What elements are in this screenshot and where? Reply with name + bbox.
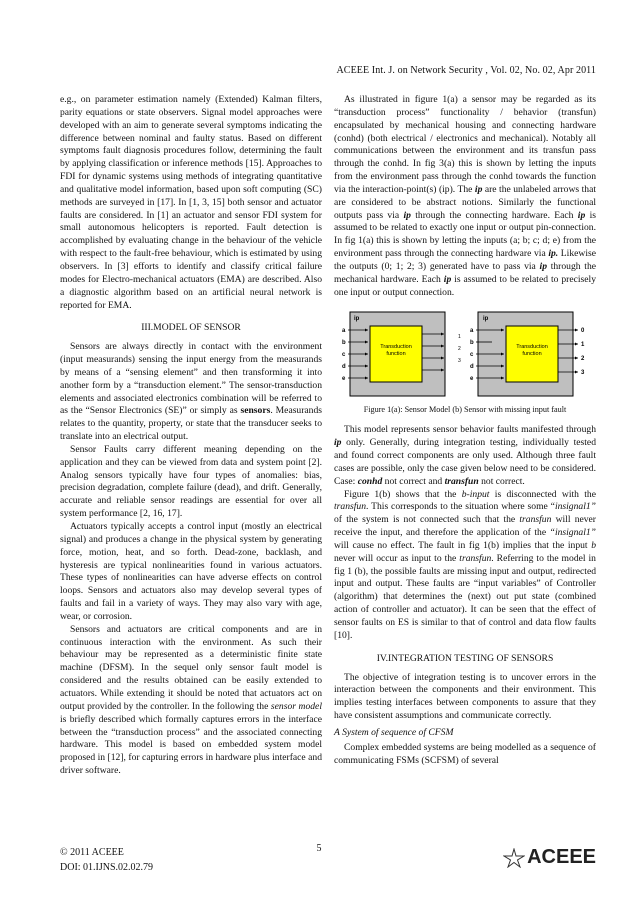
- box-text-a2: function: [386, 350, 406, 357]
- paragraph: As illustrated in figure 1(a) a sensor may be regarded as its “transduction process” functionality / behavior (transfun) encapsulated by mechanical housing and connecting hardware (conhd) (both electrical / electronics and mechanical). Notably all communications between the environment and its transfun pass through the conhd. In fig 3(a) this is shown by letting the inputs from the environment pass through the conhd towards the function via the interaction-point(s) (ip). The ip are the unlabeled arrows that are considered to be abstract notions. Similarly the functional outputs pass via ip through the connecting hardware. Each ip is assumed to be related to exactly one input or output pin-connection. In fig 1(a) this is shown by letting the inputs (a; b; c; d; e) from the environment pass through the connecting hardware via ip. Likewise the outputs (0; 1; 2; 3) generated have to pass via ip through the mechanical hardware. Each ip is assumed to be related to precisely one input or output connection.: [334, 94, 596, 298]
- paragraph: Sensors are always directly in contact with the environment (input measurands) sensing the input energy from the measurands by means of a “sensing element” and then transforming it into another form by a “transduction element.” The sensor-transduction elements and associated electronics combination will be referred to as the “Sensor Electronics (SE)” or simply as sensors. Measurands relates to the quantity, property, or state that the transducer seeks to translate into an electrical output.: [60, 341, 323, 443]
- copyright: © 2011 ACEEE: [60, 847, 124, 858]
- paragraph: This model represents sensor behavior faults manifested through ip only. Generally, during integration testing, individually tested and found correct components are only used. Although three fault cases are possible, only the case given below need to be considered. Case: conhd not correct and transfun not correct.: [334, 424, 596, 487]
- journal-header: ACEEE Int. J. on Network Security , Vol. 02, No. 02, Apr 2011: [336, 65, 596, 76]
- mid-labels: [458, 334, 461, 364]
- sensor-model-diagram: [340, 308, 590, 400]
- subsection-title: A System of sequence of CFSM: [334, 726, 454, 738]
- input-label: a: [470, 327, 474, 334]
- input-label: e: [342, 375, 346, 382]
- figure-caption: Figure 1(a): Sensor Model (b) Sensor with missing input fault: [363, 404, 567, 414]
- mid-label: 2: [458, 345, 461, 352]
- arrow-head: [575, 342, 578, 345]
- paragraph: Sensors and actuators are critical components and are in continuous interaction with the environment. As such their behaviour may be represented as a deterministic finite state machine (DFSM). In the sequel only sensor fault model is considered and the results obtained can be easily extended to actuators. While extending it should be noted that actuators act on output provided by the controller. In the following the sensor model is briefly described which formally captures errors in the interface between the “transduction process” and the associated connecting hardware. This model is based on embedded system model proposed in [12], for capturing errors in hardware plus interface and driver software.: [60, 623, 322, 777]
- arrow-head: [575, 370, 578, 373]
- box-text-b2: function: [522, 350, 542, 357]
- paragraph: The objective of integration testing is to uncover errors in the interaction between the components and their environment. This implies testing interfaces between components to assure that they have consistent assumptions and communicate correctly.: [334, 671, 596, 722]
- paragraph: Figure 1(b) shows that the b-input is disconnected with the transfun. This corresponds to the situation where some “insignal1” of the system is not connected such that the transfun will never receive the input, and therefore the application of the “insignal1” will cause no effect. The fault in fig 1(b) implies that the input b never will occur as input to the transfun. Referring to the model in fig 1 (b), the possible faults are missing input and output, redirected input and output. These faults are “input variables” of Controller (algorithm) that determines the (next) out put state (combined action of controller and actuator). It can be seen that the effect of sensor faults on ES is similar to that of control and data flow faults [10].: [334, 488, 596, 641]
- arrow-head: [575, 356, 578, 359]
- input-label: c: [470, 351, 474, 358]
- figure-sensor-model: [334, 308, 596, 400]
- box-text-b1: Transduction: [516, 343, 548, 350]
- ip-label-a: ip: [354, 315, 360, 322]
- logo-text: ACEEE: [527, 846, 596, 868]
- output-label: 3: [581, 369, 585, 376]
- paragraph: Sensor Faults carry different meaning depending on the application and they can be viewed from data and system point [2]. Analog sensors typically have four types of anomalies: bias, precision degradation, complete failure (dead), and drift. Generally, accurate and reliable sensor readings are essential for over all system performance [2, 16, 17].: [60, 443, 322, 520]
- section-title-model-of-sensor: III.MODEL OF SENSOR: [141, 322, 241, 334]
- mid-label: 3: [458, 357, 461, 364]
- input-label: d: [342, 363, 346, 370]
- page-number: 5: [316, 843, 322, 854]
- input-label: d: [470, 363, 474, 370]
- mid-label: 1: [458, 333, 461, 340]
- paragraph: e.g., on parameter estimation namely (Extended) Kalman filters, parity equations or state observers. Signal model approaches were developed with an aim to generate several symptoms indicating the difference between nominal and faulty status. Based on different symptoms fault diagnosis procedures follow, determining the fault by applying classification or inference methods [15]. Approaches to FDI for dynamic systems using methods of integrating quantitative and qualitative model information, based upon soft computing (SC) methods are surveyed in [17]. In [1, 3, 15] both sensor and actuator faults are considered. In [1] an actuator and sensor FDI system for small autonomous helicopters is reported. Fault detection is accomplished by evaluating change in the behaviour of the vehicle with respect to the fault-free behaviour, which is estimated by using observers. In [3] efforts to identify and classify critical failure modes for Electro-mechanical actuators (EMA) are described. Also a diagnostic algorithm based on an artificial neural network is reported for EMA.: [60, 94, 322, 311]
- star-icon: [503, 848, 525, 868]
- aceee-logo: [503, 846, 596, 869]
- doi: DOI: 01.IJNS.02.02.79: [60, 862, 154, 873]
- output-label: 0: [581, 327, 585, 334]
- paragraph: Complex embedded systems are being modelled as a sequence of communicating FSMs (SCFSM) of several: [334, 741, 596, 766]
- right-column: [334, 94, 596, 767]
- output-label: 2: [581, 355, 585, 362]
- input-label: c: [342, 351, 346, 358]
- section-title-integration-testing: IV.INTEGRATION TESTING OF SENSORS: [376, 652, 554, 664]
- box-text-a1: Transduction: [380, 343, 412, 350]
- input-label: e: [470, 375, 474, 382]
- left-column: [60, 94, 322, 778]
- inputs-a: [342, 328, 346, 382]
- input-label: b: [470, 339, 474, 346]
- arrow-head: [575, 328, 578, 331]
- input-label: b: [342, 339, 346, 346]
- paragraph: Actuators typically accepts a control input (mostly an electrical signal) and produces a change in the physical system by generating force, motion, heat, and so forth. Dead-zone, backlash, and hysteresis are typical nonlinearities found in various actuators. These types of nonlinearities can have adverse effects on control loops. Sensors and actuators also may develop several types of faults and fail in a variety of ways. They may also vary with age, wear, or corrosion.: [60, 521, 322, 622]
- input-label: a: [342, 327, 346, 334]
- output-label: 1: [581, 341, 585, 348]
- ip-label-b: ip: [483, 315, 489, 322]
